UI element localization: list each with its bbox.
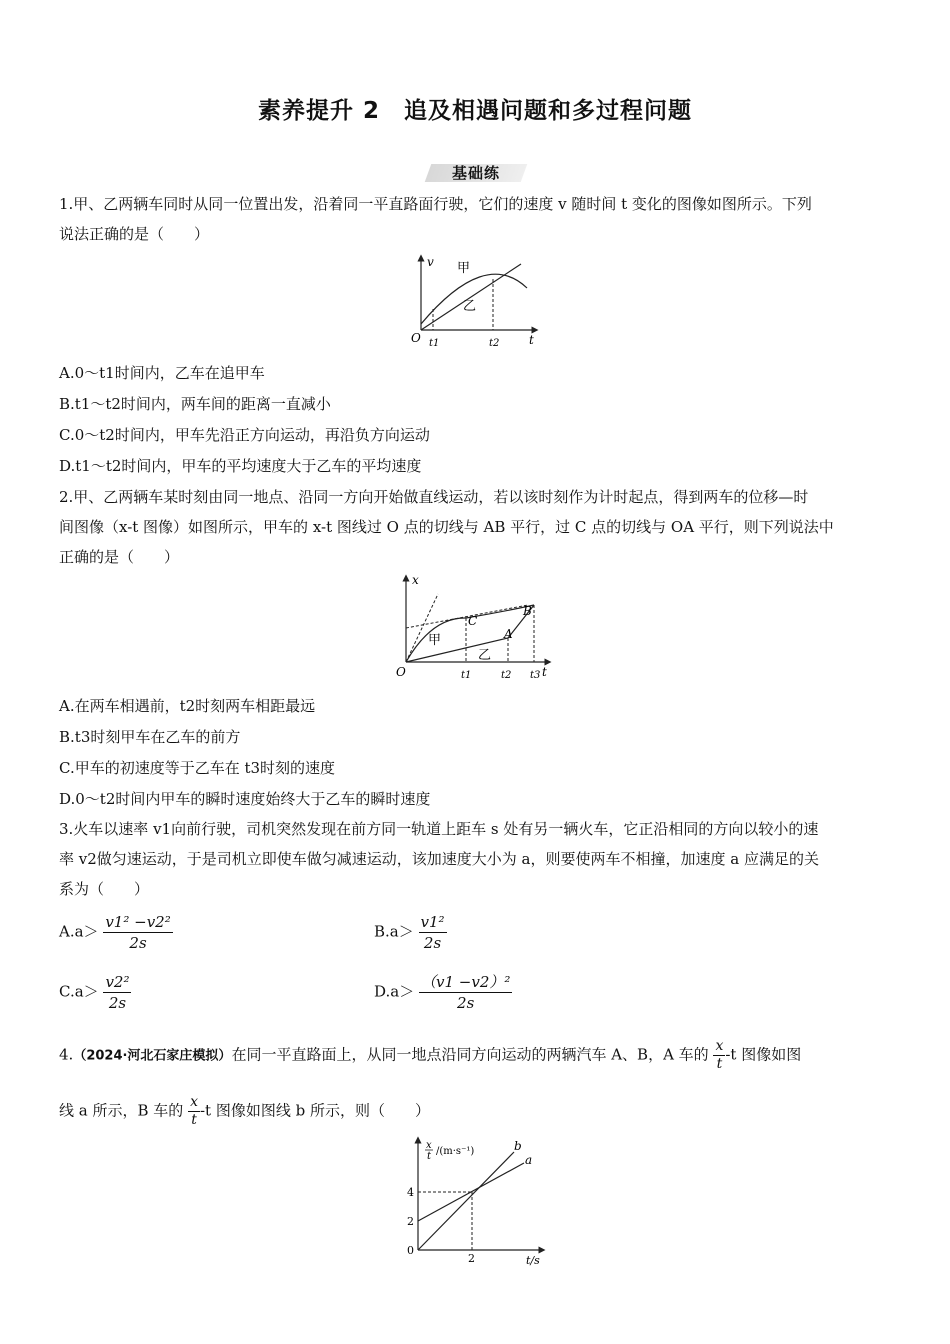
q3-option-b-prefix: B.a＞ [374,922,414,941]
q1-x-label: t [529,333,534,347]
q4-fraction-1 [713,1038,725,1073]
q1-line-yi [421,264,521,330]
q3-option-a-fraction [103,912,172,953]
q3-option-a [59,912,173,953]
q1-t2-label: t2 [489,338,500,349]
q2-stem-line2: 间图像（x-t 图像）如图所示，甲车的 x-t 图线过 O 点的切线与 AB 平行，过 C 点的切线与 OA 平行，则下列说法中 [59,518,834,536]
q2-stem-line1: 2.甲、乙两辆车某时刻由同一地点、沿同一方向开始做直线运动，若以该时刻作为计时起点，得到两车的位移—时 [59,488,809,506]
q4-stem-line1 [59,1038,801,1073]
q4-text-4: -t 图像如图线 b 所示，则（ ） [199,1101,430,1120]
q4-line-b [418,1152,514,1250]
q3-option-b-denominator: 2s [423,934,442,952]
q1-t1-label: t1 [429,338,440,349]
q1-option-b: B.t1～t2时间内，两车间的距离一直减小 [59,395,331,413]
q3-option-c-fraction [103,972,131,1013]
section-label: 基础练 [451,164,500,182]
q2-xt-graph [392,572,557,684]
q2-point-b-label: B [523,604,532,618]
q2-t3-label: t3 [530,670,541,681]
q1-vt-graph [405,252,540,350]
q3-option-a-numerator: v1² −v2² [105,913,171,931]
q2-option-d: D.0～t2时间内甲车的瞬时速度始终大于乙车的瞬时速度 [59,790,431,808]
q4-source: （2024·河北石家庄模拟） [73,1048,232,1064]
q3-stem-line1: 3.火车以速率 v1向前行驶，司机突然发现在前方同一轨道上距车 s 处有另一辆火车，它正沿相同的方向以较小的速 [59,820,819,838]
q3-option-c [59,972,131,1013]
q2-t1-label: t1 [461,670,472,681]
q4-x-label: t/s [526,1254,540,1267]
q2-jia-label: 甲 [428,633,442,648]
q4-text-3: 线 a 所示，B 车的 [59,1101,184,1120]
q4-label-b: b [514,1139,522,1153]
q4-fraction-2 [188,1094,200,1129]
q4-y-frac-x: x [426,1140,432,1151]
q3-option-d-fraction [419,972,512,1013]
q4-xt-t-graph [398,1134,548,1268]
q3-option-d-prefix: D.a＞ [374,982,415,1001]
q2-y-label: x [412,573,419,587]
q3-option-c-prefix: C.a＞ [59,982,99,1001]
q4-fraction-1-num: x [715,1038,724,1054]
q3-option-d-denominator: 2s [457,994,475,1012]
q2-tangent-c [406,605,528,628]
q3-option-b-fraction [419,912,447,953]
q2-option-a: A.在两车相遇前，t2时刻两车相距最远 [59,697,316,715]
section-tag [428,162,524,184]
q2-stem-line3: 正确的是（ ） [59,548,180,566]
q4-text-1: 在同一平直路面上，从同一地点沿同方向运动的两辆汽车 A、B，A 车的 [231,1045,709,1064]
q4-y-frac-t: t [427,1151,432,1162]
q3-option-d-numerator: （v1 −v2）² [420,973,511,991]
q4-tick-y0: 0 [407,1244,414,1257]
q1-option-c: C.0～t2时间内，甲车先沿正方向运动，再沿负方向运动 [59,426,430,444]
q4-y-unit: /(m·s⁻¹) [436,1146,475,1157]
q4-fraction-1-den: t [716,1056,723,1072]
q2-x-label: t [542,665,547,679]
q2-option-b: B.t3时刻甲车在乙车的前方 [59,728,241,746]
q3-stem-line2: 率 v2做匀速运动，于是司机立即使车做匀减速运动，该加速度大小为 a，则要使两车不相撞，加速度 a 应满足的关 [59,850,819,868]
q1-stem-line1: 1.甲、乙两辆车同时从同一位置出发，沿着同一平直路面行驶，它们的速度 v 随时间 t 变化的图像如图所示。下列 [59,195,812,213]
q2-tangent-o [406,594,438,662]
q4-text-2: -t 图像如图 [725,1045,802,1064]
q1-jia-label: 甲 [457,261,471,276]
q2-origin-label: O [396,665,406,679]
q4-tick-y4: 4 [407,1186,414,1199]
q4-stem-line2 [59,1094,430,1129]
q2-t2-label: t2 [501,670,512,681]
q2-option-c: C.甲车的初速度等于乙车在 t3时刻的速度 [59,759,336,777]
q4-tick-y2: 2 [407,1215,414,1228]
q3-option-d [374,972,512,1013]
q4-tick-x2: 2 [468,1252,475,1265]
q1-y-label: v [427,255,434,269]
q3-option-c-numerator: v2² [105,973,130,991]
q1-option-a: A.0～t1时间内，乙车在追甲车 [59,364,265,382]
q3-stem-line3: 系为（ ） [59,880,150,898]
q1-stem-line2: 说法正确的是（ ） [59,225,210,243]
page-title: 素养提升 2 追及相遇问题和多过程问题 [257,98,692,124]
q3-option-b [374,912,447,953]
q4-fraction-2-num: x [190,1094,198,1110]
q3-option-b-numerator: v1² [420,913,445,931]
q2-yi-label: 乙 [478,648,492,663]
q4-number: 4. [59,1045,74,1064]
q3-option-a-prefix: A.a＞ [59,922,99,941]
q2-point-a-label: A [504,627,513,641]
q3-option-a-denominator: 2s [129,934,147,952]
q4-label-a: a [525,1153,533,1167]
q4-fraction-2-den: t [191,1112,197,1128]
q3-option-c-denominator: 2s [108,994,127,1012]
q1-option-d: D.t1～t2时间内，甲车的平均速度大于乙车的平均速度 [59,457,422,475]
q1-origin-label: O [411,331,421,345]
q1-yi-label: 乙 [463,299,477,314]
q2-point-c-label: C [468,614,478,628]
